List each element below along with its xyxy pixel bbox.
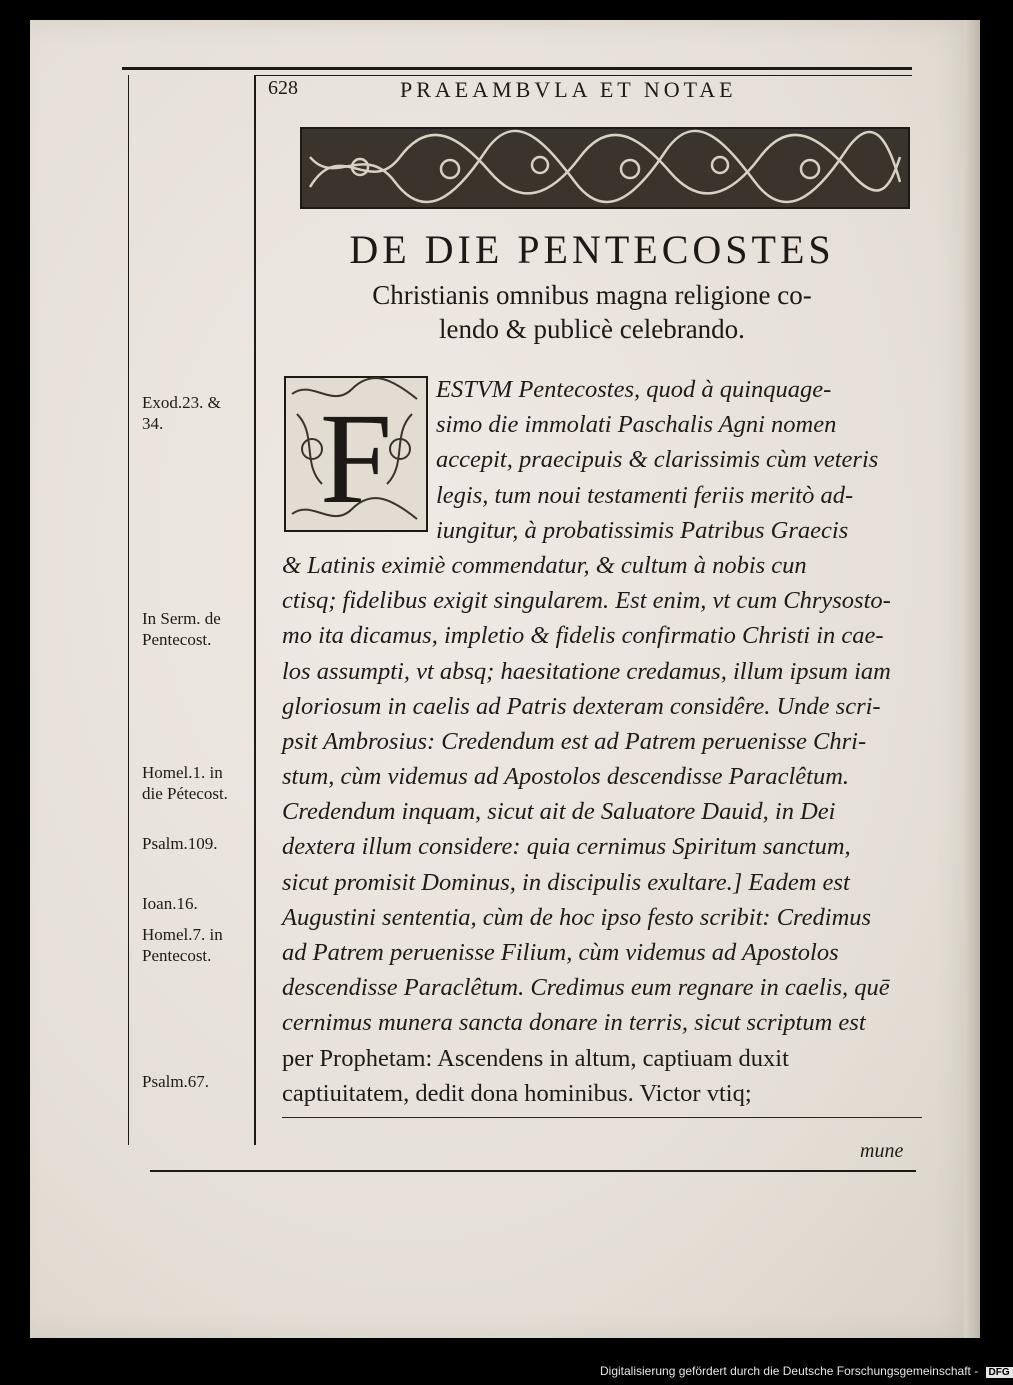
text-line: mo ita dicamus, impletio & fidelis confirmatio Christi in cae- [282, 622, 884, 650]
catchword: mune [860, 1140, 904, 1162]
chapter-subtitle [282, 278, 902, 346]
marginal-note-line: Homel.7. in [142, 925, 223, 944]
text-line: Augustini sententia, cùm de hoc ipso festo scribit: Credimus [282, 903, 872, 931]
marginal-note [142, 893, 254, 914]
text-line: sicut promisit Dominus, in discipulis exultare.] Eadem est [282, 868, 850, 896]
frame-rule-left [128, 75, 129, 1145]
text-rule-bottom [282, 1117, 922, 1118]
running-head: PRAEAMBVLA ET NOTAE [400, 77, 737, 102]
text-line: descendisse Paraclêtum. Credimus eum regnare in caelis, quē [282, 974, 890, 1002]
frame-rule-top-inner [256, 75, 912, 76]
chapter-title: DE DIE PENTECOSTES [349, 227, 835, 272]
margin-rule [254, 75, 256, 1145]
page-edge [964, 20, 980, 1338]
credit-text: Digitalisierung gefördert durch die Deutsche Forschungsgemeinschaft - [600, 1364, 979, 1378]
text-line: los assumpti, vt absq; haesitatione credamus, illum ipsum iam [282, 657, 891, 685]
text-line: accepit, praecipuis & clarissimis cùm veteris [436, 446, 879, 474]
text-line: ctisq; fidelibus exigit singularem. Est enim, vt cum Chrysosto- [282, 587, 891, 615]
text-line: per Prophetam: Ascendens in altum, captiuam duxit [282, 1044, 789, 1072]
text-line: ESTVM Pentecostes, quod à quinquage- [436, 376, 832, 403]
marginal-note-line: Homel.1. in [142, 763, 223, 782]
digitization-credit [600, 1364, 1013, 1378]
text-line: psit Ambrosius: Credendum est ad Patrem peruenisse Chri- [282, 727, 867, 755]
page-number: 628 [268, 77, 298, 99]
marginal-note [142, 1071, 254, 1092]
text-line: gloriosum in caelis ad Patris dexteram considêre. Unde scri- [282, 692, 881, 720]
marginal-note-line: Psalm.67. [142, 1072, 210, 1091]
marginal-note-line: Ioan.16. [142, 894, 198, 913]
text-line: cernimus munera sancta donare in terris, sicut scriptum est [282, 1009, 866, 1037]
marginal-note-line: die Pétecost. [142, 784, 228, 803]
text-line: dextera illum considere: quia cernimus Spiritum sanctum, [282, 833, 851, 861]
marginal-note-line: In Serm. de [142, 609, 221, 628]
marginal-note [142, 762, 254, 804]
marginal-note [142, 924, 254, 966]
subtitle-line: Christianis omnibus magna religione co- [372, 280, 812, 310]
ornamental-headpiece [300, 127, 910, 209]
marginal-note-line: Exod.23. & [142, 393, 221, 412]
text-line: simo die immolati Paschalis Agni nomen [436, 411, 837, 439]
text-line: & Latinis eximiè commendatur, & cultum à nobis cun [282, 551, 807, 579]
subtitle-line: lendo & publicè celebrando. [439, 314, 745, 344]
dfg-logo: DFG [986, 1367, 1013, 1378]
marginal-note-line: Psalm.109. [142, 834, 218, 853]
initial-letter: F [319, 387, 393, 531]
frame-rule-top [122, 67, 912, 70]
marginal-note-line: Pentecost. [142, 630, 212, 649]
text-line: iungitur, à probatissimis Patribus Graecis [436, 516, 849, 544]
marginal-note-line: Pentecost. [142, 946, 212, 965]
marginal-note [142, 833, 254, 854]
text-line: legis, tum noui testamenti feriis meritò ad- [436, 481, 854, 509]
marginal-note [142, 608, 254, 650]
body-text [282, 372, 924, 1111]
marginal-note [142, 392, 254, 434]
text-line: captiuitatem, dedit dona hominibus. Victor vtiq; [282, 1079, 752, 1107]
text-line: Credendum inquam, sicut ait de Saluatore Dauid, in Dei [282, 798, 836, 826]
text-line: ad Patrem peruenisse Filium, cùm videmus ad Apostolos [282, 939, 839, 966]
frame-rule-bottom [150, 1170, 916, 1172]
marginal-note-line: 34. [142, 414, 164, 433]
text-line: stum, cùm videmus ad Apostolos descendisse Paraclêtum. [282, 763, 850, 791]
